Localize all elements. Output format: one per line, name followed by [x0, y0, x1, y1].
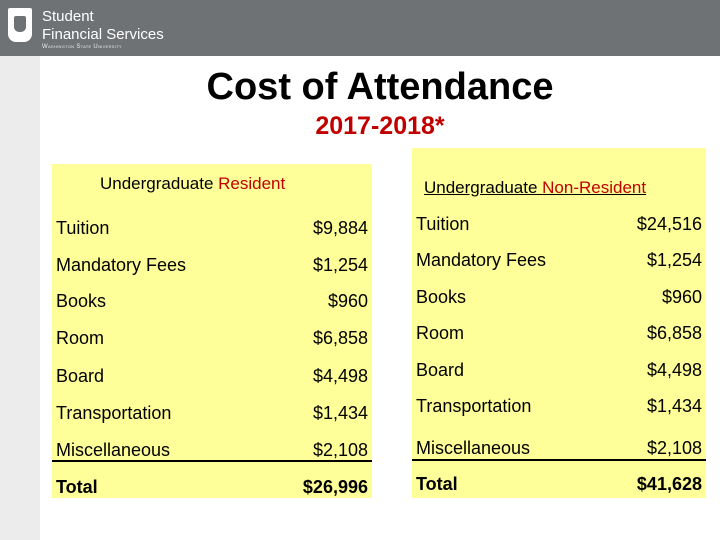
table-row — [412, 396, 706, 424]
row-value: $1,434 — [646, 396, 702, 416]
nonresident-heading — [424, 178, 646, 198]
row-label: Miscellaneous — [416, 438, 531, 458]
resident-heading — [100, 174, 285, 194]
row-value: $1,434 — [312, 403, 368, 423]
row-label: Tuition — [416, 214, 470, 234]
row-label: Tuition — [56, 218, 110, 238]
table-row — [52, 218, 372, 246]
total-label: Total — [56, 477, 98, 497]
row-value: $4,498 — [646, 360, 702, 380]
nonresident-heading-prefix: Undergraduate — [424, 178, 543, 197]
table-row — [52, 403, 372, 431]
department-logo-text — [42, 8, 164, 44]
table-row — [412, 323, 706, 351]
page-subtitle: 2017-2018* — [315, 112, 445, 140]
total-divider — [412, 459, 706, 461]
table-row — [52, 366, 372, 394]
row-value: $2,108 — [646, 438, 702, 458]
row-label: Transportation — [416, 396, 532, 416]
resident-panel — [52, 164, 372, 498]
logo-line-2: Financial Services — [42, 26, 164, 43]
row-label: Mandatory Fees — [56, 255, 187, 275]
page-title: Cost of Attendance — [206, 66, 554, 108]
row-label: Transportation — [56, 403, 172, 423]
nonresident-heading-accent: Non-Resident — [542, 178, 647, 197]
resident-heading-accent: Resident — [218, 174, 286, 193]
row-label: Books — [56, 291, 107, 311]
table-row — [412, 250, 706, 278]
table-row — [412, 360, 706, 388]
resident-heading-prefix: Undergraduate — [100, 174, 219, 193]
row-value: $960 — [661, 287, 702, 307]
table-row — [52, 328, 372, 356]
total-row — [52, 477, 372, 505]
total-row — [412, 474, 706, 502]
row-value: $1,254 — [646, 250, 702, 270]
university-shield-icon — [8, 8, 32, 42]
row-value: $1,254 — [312, 255, 368, 275]
total-label: Total — [416, 474, 458, 494]
row-value: $4,498 — [312, 366, 368, 386]
table-row — [52, 440, 372, 468]
row-label: Board — [416, 360, 465, 380]
row-label: Mandatory Fees — [416, 250, 547, 270]
row-value: $6,858 — [646, 323, 702, 343]
total-value: $26,996 — [302, 477, 368, 497]
row-label: Books — [416, 287, 467, 307]
row-label: Board — [56, 366, 105, 386]
table-row — [412, 214, 706, 242]
table-row — [412, 438, 706, 466]
nonresident-panel — [412, 148, 706, 498]
total-value: $41,628 — [636, 474, 702, 494]
logo-line-1: Student — [42, 8, 94, 25]
logo-tagline: Washington State University — [42, 44, 122, 50]
total-divider — [52, 460, 372, 462]
row-label: Room — [416, 323, 465, 343]
row-label: Miscellaneous — [56, 440, 171, 460]
row-label: Room — [56, 328, 105, 348]
row-value: $9,884 — [312, 218, 368, 238]
table-row — [412, 287, 706, 315]
row-value: $6,858 — [312, 328, 368, 348]
table-row — [52, 255, 372, 283]
row-value: $2,108 — [312, 440, 368, 460]
table-row — [52, 291, 372, 319]
header-bar — [0, 0, 720, 56]
row-value: $960 — [327, 291, 368, 311]
row-value: $24,516 — [636, 214, 702, 234]
